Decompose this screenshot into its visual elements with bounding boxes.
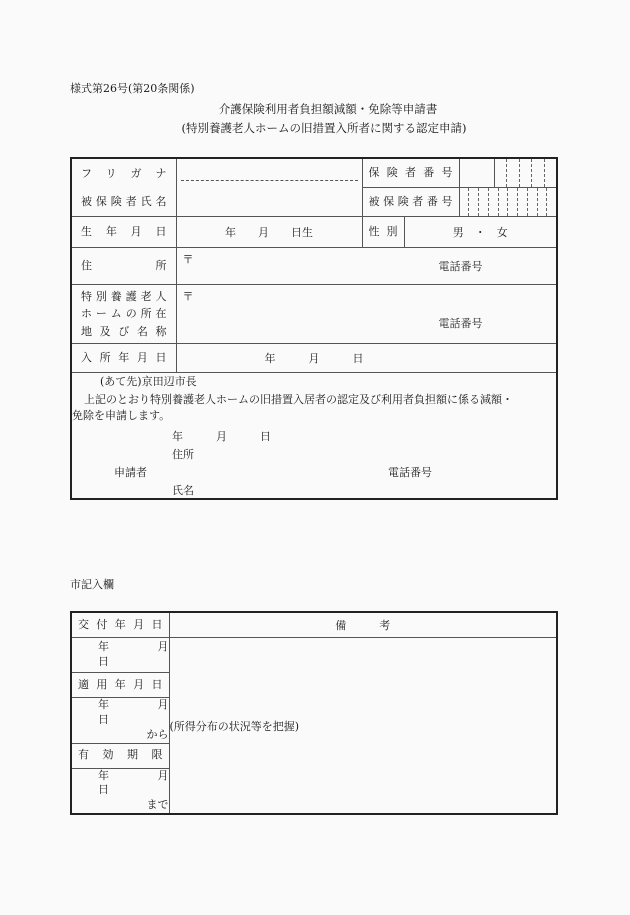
insured-number-label: 被保険者番号 — [368, 194, 453, 208]
insured-number-input[interactable] — [459, 188, 557, 217]
table-row — [71, 612, 557, 638]
nursing-home-label-cell — [71, 285, 176, 344]
applicant-name-label: 氏名 — [172, 483, 194, 497]
table-row — [71, 638, 557, 673]
nursing-home-postal-mark: 〒 — [182, 290, 194, 303]
insurer-number-input[interactable] — [459, 158, 557, 188]
furigana-divider — [181, 180, 358, 181]
dob-label: 生年月日 — [81, 225, 167, 239]
apply-date-suffix: から — [146, 727, 169, 741]
insured-name-input[interactable] — [176, 158, 362, 217]
table-row — [71, 158, 557, 188]
nursing-home-label-line1: 特別養護老人 — [81, 290, 167, 304]
sex-label: 性別 — [368, 224, 398, 238]
issue-date-value: 年 月 日 — [98, 640, 191, 668]
applicant-table — [70, 157, 558, 500]
addressee: (あて先)京田辺市長 — [100, 375, 197, 388]
nursing-home-input[interactable] — [176, 285, 557, 344]
dob-label-cell — [71, 217, 176, 248]
dob-input[interactable]: 年 月 日生 — [176, 217, 362, 248]
nursing-home-tel-label: 電話番号 — [438, 317, 483, 330]
form-code: 様式第26号(第20条関係) — [70, 82, 195, 95]
insured-name-label-cell — [71, 158, 176, 217]
table-row — [71, 285, 557, 344]
insurer-number-label-cell — [362, 158, 459, 188]
city-section-heading: 市記入欄 — [70, 578, 114, 591]
applicant-label: 申請者 — [114, 465, 147, 479]
issue-date-label: 交付年月日 — [78, 617, 163, 631]
insurer-number-label: 保険者番号 — [368, 165, 453, 179]
nursing-home-label-line2: ホームの所在 — [81, 307, 167, 321]
applicant-row — [72, 464, 556, 480]
apply-date-input[interactable] — [71, 698, 191, 744]
sex-label-cell — [362, 217, 404, 248]
address-label: 住所 — [81, 259, 167, 273]
valid-period-label: 有効期限 — [78, 748, 163, 762]
table-row — [71, 217, 557, 248]
valid-period-value: 年 月 日 — [98, 768, 191, 797]
address-tel-label: 電話番号 — [438, 260, 483, 273]
declaration-date-input[interactable]: 年 月 日 — [172, 429, 271, 443]
furigana-label: フリガナ — [81, 166, 167, 180]
admission-date-input[interactable]: 年 月 日 — [176, 344, 557, 373]
insured-number-boxes — [460, 188, 557, 216]
valid-period-input[interactable] — [71, 768, 191, 814]
issue-date-input[interactable] — [71, 638, 191, 673]
declaration-body-line2: 免除を申請します。 — [72, 408, 171, 422]
apply-date-label-cell — [71, 673, 169, 698]
declaration-body-line1: 上記のとおり特別養護老人ホームの旧措置入居者の認定及び利用者負担額に係る減額・ — [84, 393, 513, 406]
page-subtitle: (特別養護老人ホームの旧措置入所者に関する認定申請) — [181, 121, 467, 135]
postal-mark: 〒 — [182, 253, 194, 266]
valid-period-suffix: まで — [146, 798, 169, 812]
address-input[interactable] — [176, 248, 557, 285]
insurer-number-boxes — [460, 159, 557, 187]
table-row — [71, 344, 557, 373]
sex-option[interactable]: 男 ・ 女 — [404, 217, 557, 248]
apply-date-label: 適用年月日 — [78, 677, 163, 691]
issue-date-label-cell — [71, 612, 169, 638]
declaration-address-label: 住所 — [172, 447, 194, 461]
insured-number-label-cell — [362, 188, 459, 217]
table-row — [71, 248, 557, 285]
remarks-label: 備 考 — [169, 612, 557, 638]
valid-period-label-cell — [71, 743, 169, 768]
declaration-block — [71, 373, 557, 499]
insured-name-label: 被保険者氏名 — [81, 194, 167, 208]
remarks-input[interactable] — [169, 638, 557, 815]
apply-date-value: 年 月 日 — [98, 698, 191, 726]
declaration-row — [71, 373, 557, 499]
nursing-home-label-line3: 地及び名称 — [81, 324, 167, 338]
remarks-note: (所得分布の状況等を把握) — [169, 719, 300, 733]
applicant-tel-label: 電話番号 — [388, 465, 432, 479]
page-title: 介護保険利用者負担額減額・免除等申請書 — [218, 102, 438, 116]
admission-date-label-cell — [71, 344, 176, 373]
city-entry-table — [70, 611, 558, 815]
address-label-cell — [71, 248, 176, 285]
admission-date-label: 入所年月日 — [81, 351, 167, 365]
